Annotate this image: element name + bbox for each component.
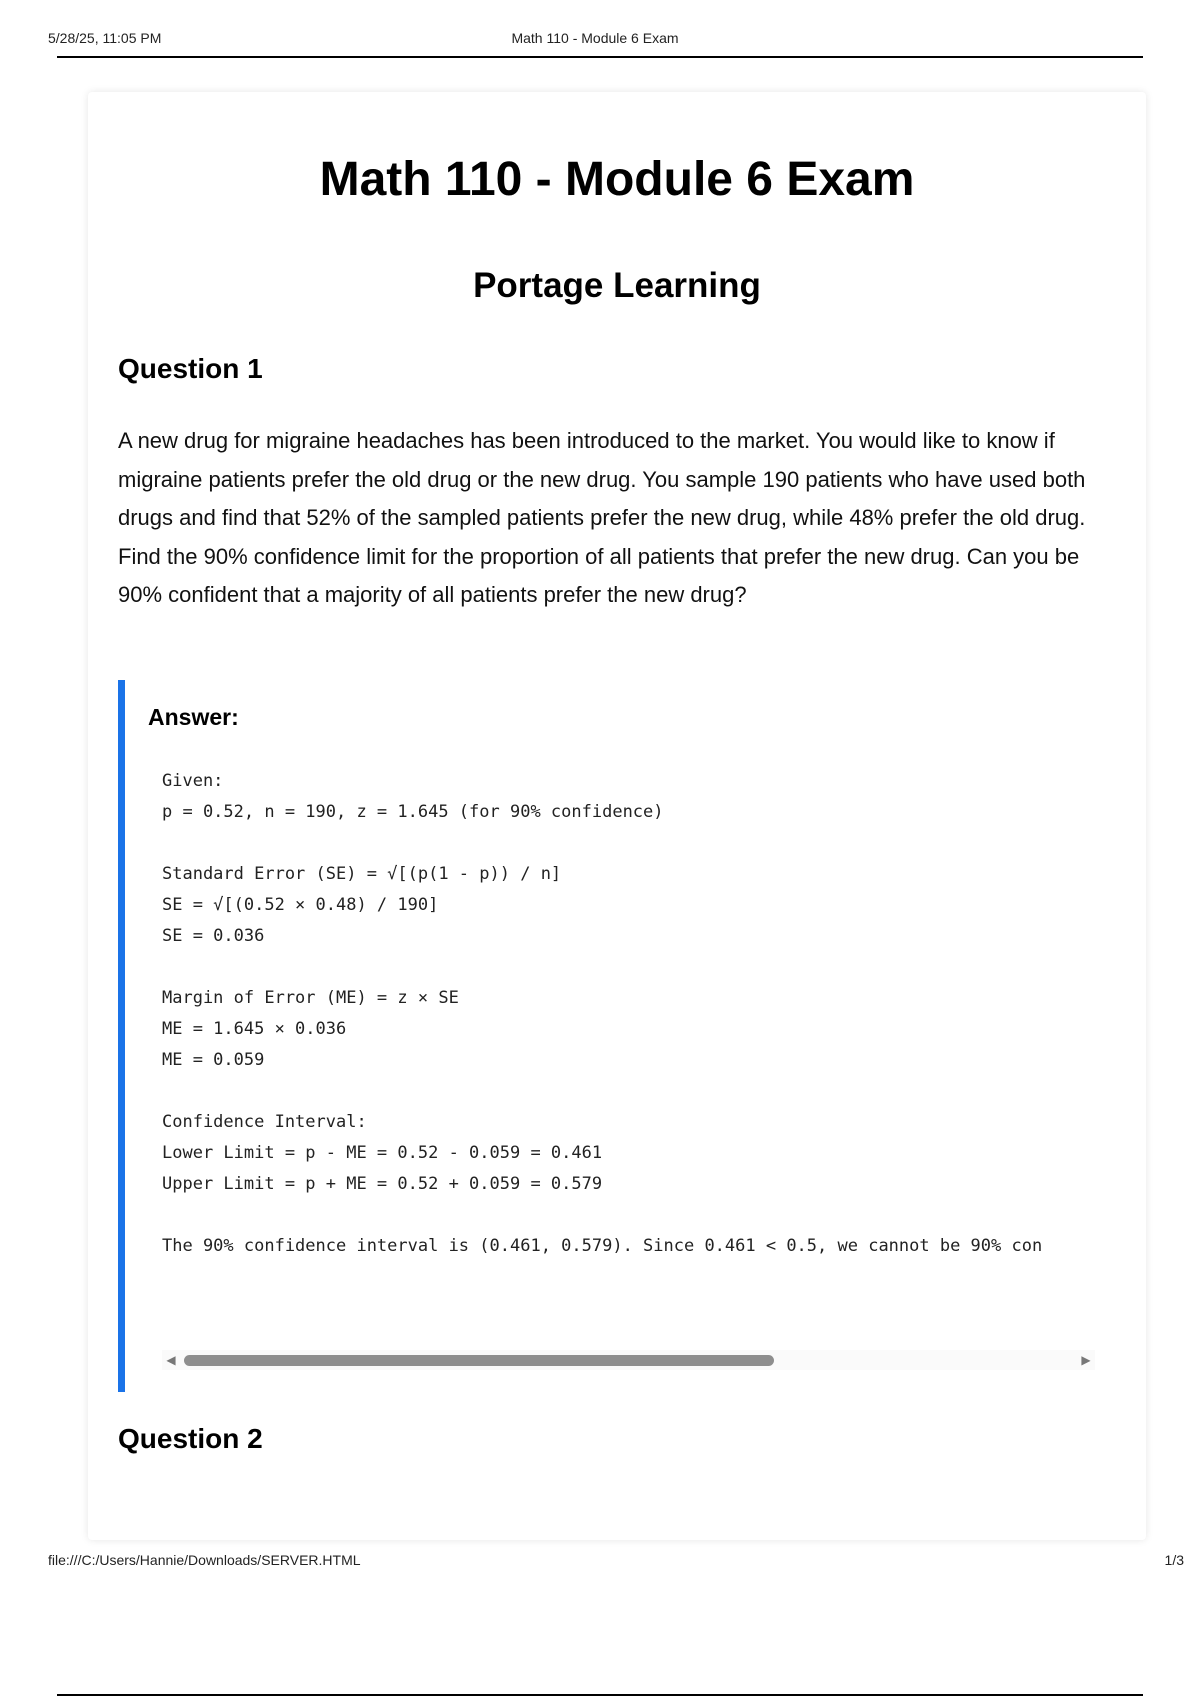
answer-box <box>118 680 1103 1392</box>
question-1-text: A new drug for migraine headaches has been introduced to the market. You would like to know if migraine patients prefer the old drug or the new drug. You sample 190 patients who have used both drugs and find that 52% of the sampled patients prefer the new drug, while 48% prefer the old drug. Find the 90% confidence limit for the proportion of all patients that prefer the new drug. Can you be 90% confident that a majority of all patients prefer the new drug? <box>118 428 1086 607</box>
scroll-right-icon[interactable]: ▶ <box>1081 1353 1091 1367</box>
question-2-heading: Question 2 <box>118 1423 263 1454</box>
code-blank-line <box>162 1200 1095 1231</box>
bottom-divider <box>57 1694 1143 1696</box>
question-1-heading: Question 1 <box>118 353 263 384</box>
code-line: SE = 0.036 <box>162 926 265 946</box>
print-page-title: Math 110 - Module 6 Exam <box>511 30 679 46</box>
code-line: The 90% confidence interval is (0.461, 0.579). Since 0.461 < 0.5, we cannot be 90% con <box>162 1236 1043 1256</box>
print-footer <box>48 1550 1184 1574</box>
code-line: Upper Limit = p + ME = 0.52 + 0.059 = 0.579 <box>162 1174 603 1194</box>
answer-label: Answer: <box>148 704 239 730</box>
code-line: Given: <box>162 771 224 791</box>
code-line: Standard Error (SE) = √[(p(1 - p)) / n] <box>162 864 562 884</box>
code-blank-line <box>162 952 1095 983</box>
code-blank-line <box>162 1076 1095 1107</box>
horizontal-scrollbar[interactable] <box>162 1350 1095 1370</box>
exam-title: Math 110 - Module 6 Exam <box>319 153 915 206</box>
scroll-left-icon[interactable]: ◀ <box>166 1353 176 1367</box>
page-number: 1/3 <box>1164 1552 1184 1568</box>
scrollbar-thumb[interactable] <box>184 1355 774 1366</box>
code-line: Lower Limit = p - ME = 0.52 - 0.059 = 0.461 <box>162 1143 603 1163</box>
code-line: SE = √[(0.52 × 0.48) / 190] <box>162 895 439 915</box>
code-line: ME = 1.645 × 0.036 <box>162 1019 347 1039</box>
answer-accent-bar <box>118 680 125 1392</box>
header-divider <box>57 56 1143 58</box>
code-line: p = 0.52, n = 190, z = 1.645 (for 90% confidence) <box>162 802 664 822</box>
exam-subtitle: Portage Learning <box>473 266 761 305</box>
exam-card <box>88 92 1146 1540</box>
code-line: Margin of Error (ME) = z × SE <box>162 988 459 1008</box>
print-datetime: 5/28/25, 11:05 PM <box>48 30 162 46</box>
code-line: Confidence Interval: <box>162 1112 367 1132</box>
code-line: ME = 0.059 <box>162 1050 265 1070</box>
print-header <box>48 28 1142 52</box>
answer-code-block[interactable] <box>162 766 1095 1336</box>
print-url: file:///C:/Users/Hannie/Downloads/SERVER.HTML <box>48 1552 361 1568</box>
code-blank-line <box>162 828 1095 859</box>
